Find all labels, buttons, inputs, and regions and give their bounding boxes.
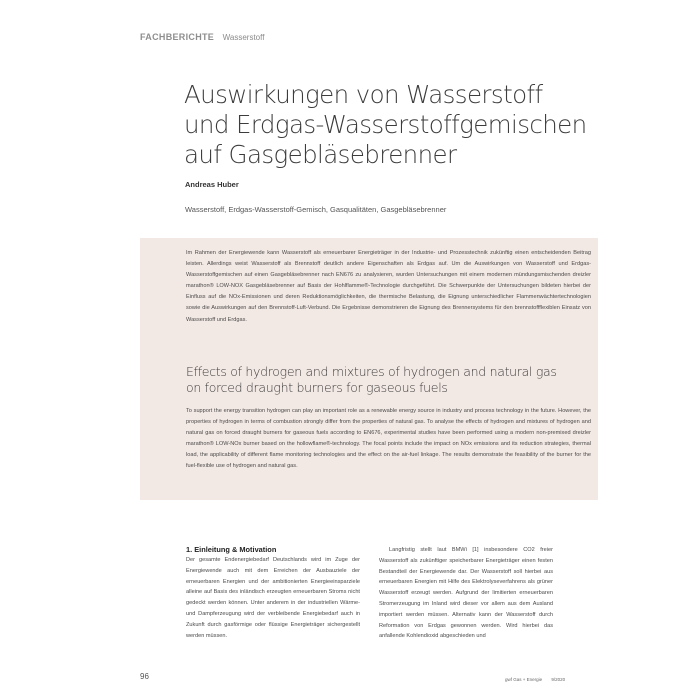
section-heading: 1. Einleitung & Motivation	[186, 545, 277, 554]
body-column-left	[186, 545, 360, 641]
abstract-german: Im Rahmen der Energiewende kann Wasserstoff als erneuerbarer Energieträger in der Industrie- und Prozesstechnik zukünftig einen entscheidenden Beitrag leisten. Allerdings weist Wasserstoff als Brennstoff deutlich andere Eigenschaften als Erdgas auf. Um die Auswirkungen von Wasserstoff und Erdgas-Wasserstoffgemischen auf einen Gasgebläsebrenner nach EN676 zu analysieren, wurden Untersuchungen mit einem modernen mündungsmischenden dreizler marathon® LOW-NOX Gasgebläsebrenner auf Basis der Hohlflamme®-Technologie durchgeführt. Die Schwerpunkte der Untersuchungen bildeten hierbei der Einfluss auf die NOx-Emissionen und deren Reduktionsmöglichkeiten, die thermische Belastung, die Eignung unterschiedlicher Flammenwächtertechnologien sowie die Auswirkungen auf den Brennstoff-Luft-Verbund. Die Ergebnisse demonstrieren die Eignung des Brennersystems für den brennstoffflexiblen Einsatz von Wasserstoff und Erdgas.	[186, 250, 591, 323]
english-title-line: on forced draught burners for gaseous fuels	[186, 380, 448, 395]
section-label: FACHBERICHTE	[140, 32, 215, 42]
body-column-right	[379, 545, 553, 642]
topic-label: Wasserstoff	[222, 33, 265, 42]
title-line: und Erdgas-Wasserstoffgemischen	[184, 110, 587, 139]
keywords: Wasserstoff, Erdgas-Wasserstoff-Gemisch, Gasqualitäten, Gasgebläsebrenner	[185, 205, 447, 214]
title-line: auf Gasgebläsebrenner	[184, 140, 457, 169]
issue-number: 9/2020	[551, 677, 566, 682]
publication-footer	[505, 677, 565, 682]
page-number: 96	[140, 672, 149, 681]
english-title-line: Effects of hydrogen and mixtures of hydrogen and natural gas	[186, 364, 557, 379]
body-paragraph: Langfristig stellt laut BMWi [1] insbesondere CO2 freier Wasserstoff als zukünftiger speicherbarer Energieträger einen festen Bestandteil der Energiewende dar. Der Wasserstoff soll hierbei aus erneuerbaren Energien mit Hilfe des Elektrolyseverfahrens als grüner Wasserstoff erzeugt werden. Aufgrund der limitierten erneuerbaren Stromerzeugung im Inland wird dieser vor allem aus dem Ausland importiert werden müssen. Alternativ kann der Wasserstoff durch Reformation von Erdgas gewonnen werden. Wird hierbei das anfallende Kohlendioxid abgeschieden und	[379, 547, 553, 640]
abstract-english: To support the energy transition hydrogen can play an important role as a renewable energy source in industry and process technology in the future. However, the properties of hydrogen in terms of combustion strongly differ from the properties of natural gas. To analyse the effects of hydrogen and mixtures of hydrogen and natural gas on forced draught burners for gaseous fuels according to EN676, experimental studies have been performed using a modern non-premixed dreizler marathon® LOW-NOx burner based on the hollowflame®-technology. The focal points include the impact on NOx emissions and its reduction strategies, thermal load, the applicability of different flame monitoring technologies and the effect on the air-fuel linkage. The results demonstrate the feasibility of the burner for the fuel-flexible use of hydrogen and natural gas.	[186, 408, 591, 470]
author-name: Andreas Huber	[185, 180, 239, 189]
title-line: Auswirkungen von Wasserstoff	[184, 80, 543, 109]
running-header	[140, 32, 264, 42]
publication-name: gwf Gas + Energie	[505, 677, 543, 682]
article-title	[184, 80, 587, 170]
english-title	[186, 364, 596, 396]
body-paragraph: Der gesamte Endenergiebedarf Deutschlands wird im Zuge der Energiewende auch mit dem Erreichen der Ausbauziele der erneuerbaren Energien und der ambitionierten Energieeinsparziele alleine auf Basis des inländisch erzeugten erneuerbaren Stroms nicht gedeckt werden können. Unter anderem in der industriellen Wärme- und Dampferzeugung wird der verbleibende Energiebedarf auch in Zukunft durch gasförmige oder flüssige Energieträger sichergestellt werden müssen.	[186, 557, 360, 639]
